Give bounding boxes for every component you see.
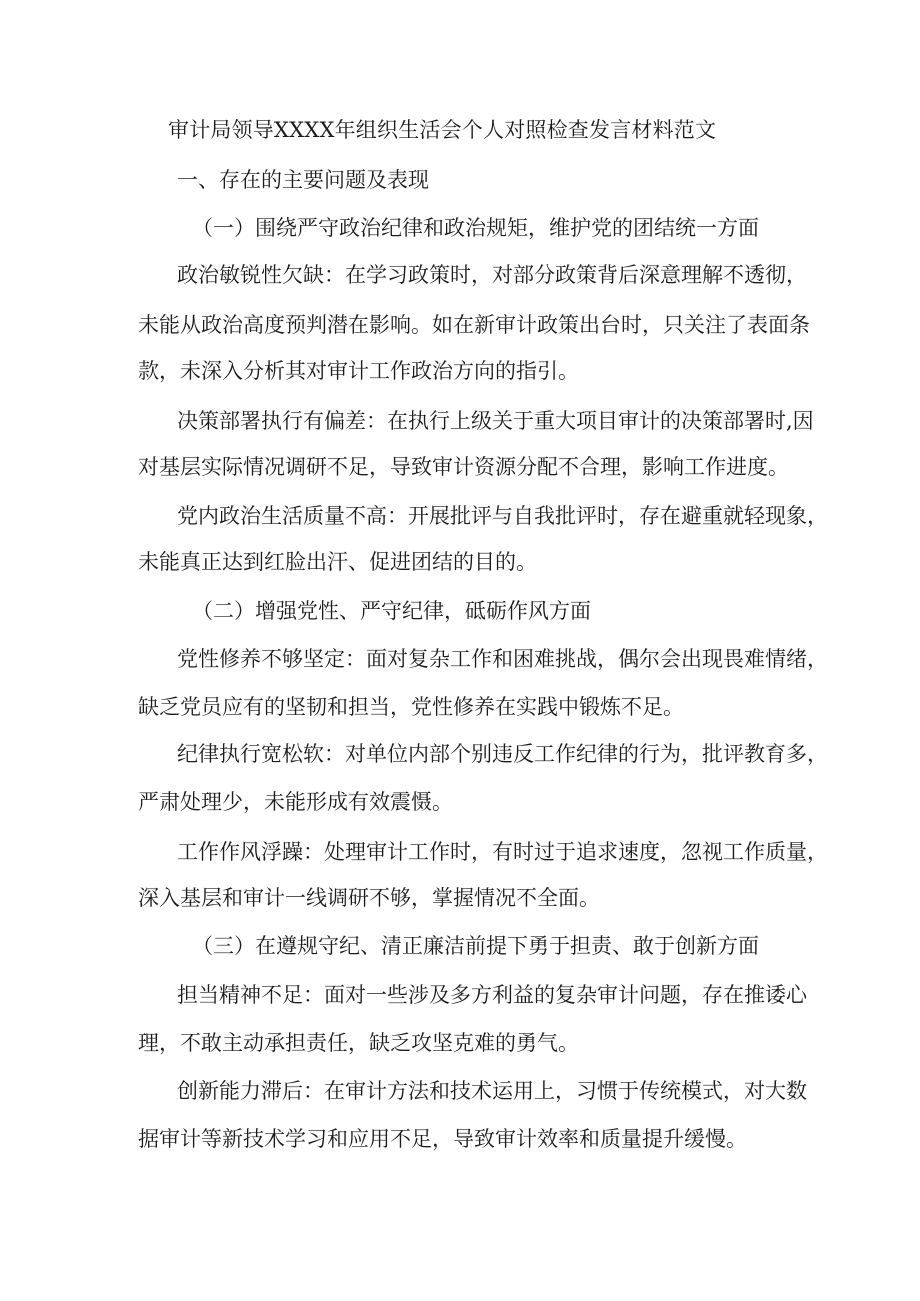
paragraph-line: 政治敏锐性欠缺：在学习政策时，对部分政策背后深意理解不透彻， <box>177 263 807 287</box>
subsection-heading-1: （一）围绕严守政治纪律和政治规矩，维护党的团结统一方面 <box>192 216 759 240</box>
paragraph-line: 理，不敢主动承担责任，缺乏攻坚克难的勇气。 <box>138 1031 579 1055</box>
subsection-heading-3: （三）在遵规守纪、清正廉洁前提下勇于担责、敢于创新方面 <box>192 934 759 958</box>
paragraph-line: 创新能力滞后：在审计方法和技术运用上，习惯于传统模式，对大数 <box>177 1079 807 1103</box>
paragraph-line: 担当精神不足：面对一些涉及多方利益的复杂审计问题，存在推诿心 <box>177 983 807 1007</box>
paragraph-line: 党性修养不够坚定：面对复杂工作和困难挑战，偶尔会出现畏难情绪， <box>177 647 828 671</box>
paragraph-line: 决策部署执行有偏差：在执行上级关于重大项目审计的决策部署时,因 <box>177 409 814 433</box>
document-title: 审计局领导XXXX年组织生活会个人对照检查发言材料范文 <box>168 118 717 142</box>
subsection-heading-2: （二）增强党性、严守纪律，砥砺作风方面 <box>192 599 591 623</box>
section-heading-problems: 一、存在的主要问题及表现 <box>177 168 429 192</box>
paragraph-line: 未能从政治高度预判潜在影响。如在新审计政策出台时，只关注了表面条 <box>138 313 810 337</box>
paragraph-line: 款，未深入分析其对审计工作政治方向的指引。 <box>138 359 579 383</box>
paragraph-line: 严肃处理少，未能形成有效震慑。 <box>138 790 453 814</box>
paragraph-line: 对基层实际情况调研不足，导致审计资源分配不合理，影响工作进度。 <box>138 455 789 479</box>
paragraph-line: 未能真正达到红脸出汗、促进团结的目的。 <box>138 550 537 574</box>
paragraph-line: 党内政治生活质量不高：开展批评与自我批评时，存在避重就轻现象， <box>177 504 828 528</box>
paragraph-line: 缺乏党员应有的坚韧和担当，党性修养在实践中锻炼不足。 <box>138 695 684 719</box>
paragraph-line: 工作作风浮躁：处理审计工作时，有时过于追求速度，忽视工作质量， <box>177 840 828 864</box>
paragraph-line: 纪律执行宽松软：对单位内部个别违反工作纪律的行为，批评教育多， <box>177 742 828 766</box>
paragraph-line: 据审计等新技术学习和应用不足，导致审计效率和质量提升缓慢。 <box>138 1127 747 1151</box>
paragraph-line: 深入基层和审计一线调研不够，掌握情况不全面。 <box>138 886 600 910</box>
